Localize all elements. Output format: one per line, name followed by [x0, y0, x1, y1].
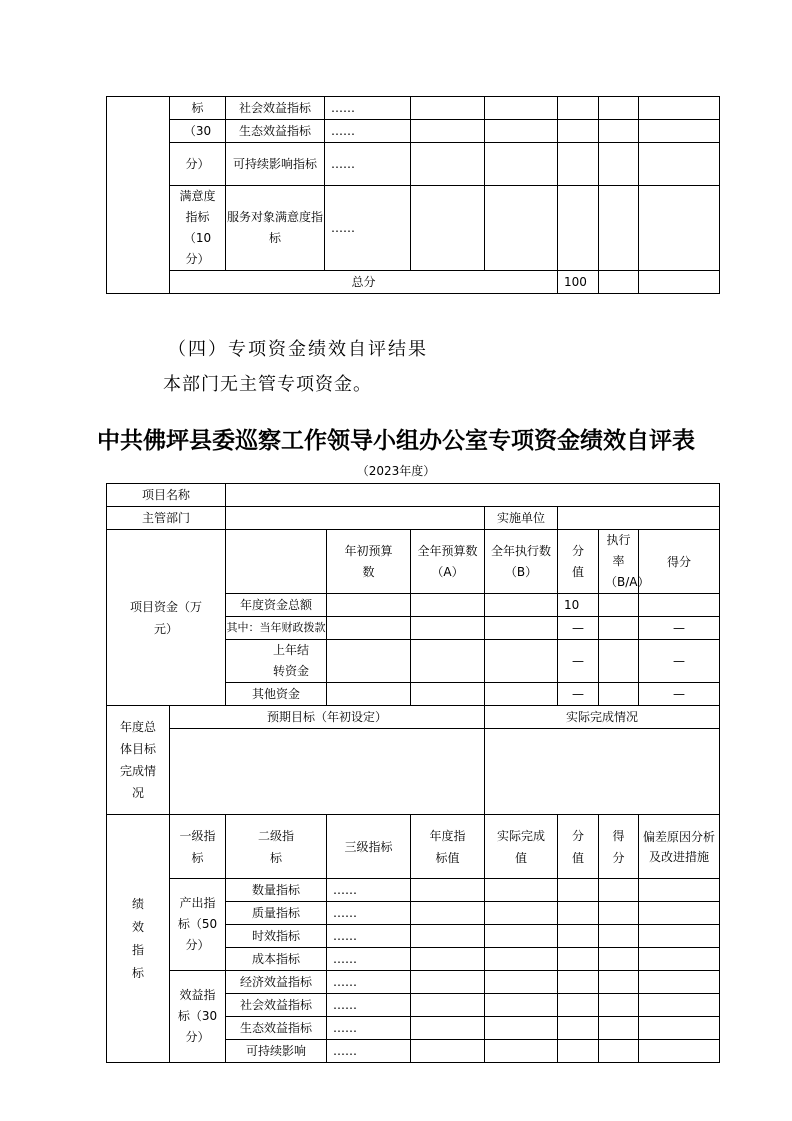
level3-indicator: ……: [327, 1040, 411, 1063]
funds-row-label: 上年结转资金: [226, 640, 327, 683]
level2-indicator: 数量指标: [226, 879, 327, 902]
funds-header-blank: [226, 530, 327, 594]
level2-indicator: 可持续影响指标: [226, 143, 325, 186]
level2-indicator: 服务对象满意度指标: [226, 186, 325, 271]
funds-row-label: 其他资金: [226, 683, 327, 706]
evaluation-form-table: [106, 483, 720, 1063]
form-title: 中共佛坪县委巡察工作领导小组办公室专项资金绩效自评表: [97, 428, 695, 454]
actual-result-content: [485, 729, 720, 815]
level2-indicator: 生态效益指标: [226, 1017, 327, 1040]
level2-indicator: 社会效益指标: [226, 994, 327, 1017]
level2-indicator: 质量指标: [226, 902, 327, 925]
expected-goal-header: 预期目标（年初设定）: [170, 706, 485, 729]
perf-header: 得分: [599, 815, 639, 879]
project-name-label: 项目名称: [107, 484, 226, 507]
level2-indicator: 经济效益指标: [226, 971, 327, 994]
output-indicator: 产出指标（50分）: [170, 879, 226, 971]
level3-indicator: ……: [327, 925, 411, 948]
level3-indicator: ……: [325, 120, 411, 143]
section-note: 本部门无主管专项资金。: [163, 374, 372, 395]
level3-indicator: ……: [325, 97, 411, 120]
score: —: [639, 640, 720, 683]
exec-rate: [599, 640, 639, 683]
col-header: 年初预算数: [327, 530, 411, 594]
level3-indicator: ……: [327, 902, 411, 925]
continued-indicator-table: [106, 96, 720, 294]
funds-row-label: 年度资金总额: [226, 594, 327, 617]
score: —: [639, 683, 720, 706]
level3-indicator: ……: [325, 186, 411, 271]
level3-indicator: ……: [327, 948, 411, 971]
project-name-value: [226, 484, 720, 507]
level3-indicator: ……: [327, 994, 411, 1017]
total-value: 100: [558, 271, 599, 294]
dept-label: 主管部门: [107, 507, 226, 530]
score: [639, 594, 720, 617]
score-value: —: [558, 617, 599, 640]
score: —: [639, 617, 720, 640]
perf-header: 分值: [558, 815, 599, 879]
impl-unit-label: 实施单位: [485, 507, 558, 530]
score-value: —: [558, 683, 599, 706]
level3-indicator: ……: [327, 1017, 411, 1040]
perf-label: 绩效指标: [107, 815, 170, 1063]
score-value: —: [558, 640, 599, 683]
level2-indicator: 社会效益指标: [226, 97, 325, 120]
actual-result-header: 实际完成情况: [485, 706, 720, 729]
funds-label: 项目资金（万元）: [107, 530, 226, 706]
level2-indicator: 生态效益指标: [226, 120, 325, 143]
expected-goal-content: [170, 729, 485, 815]
col-header: 全年预算数（A）: [411, 530, 485, 594]
total-label: 总分: [170, 271, 558, 294]
impl-unit-value: [558, 507, 720, 530]
col-header: 分值: [558, 530, 599, 594]
blank-cell: [107, 97, 170, 294]
exec-rate: [599, 617, 639, 640]
level3-indicator: ……: [327, 879, 411, 902]
col-header: 得分: [639, 530, 720, 594]
satisfaction-indicator: 满意度指标（10分）: [170, 186, 226, 271]
perf-header: 年度指标值: [411, 815, 485, 879]
level1-indicator: 分）: [170, 143, 226, 186]
level2-indicator: 可持续影响: [226, 1040, 327, 1063]
score-value: 10: [558, 594, 599, 617]
benefit-indicator: 效益指标（30分）: [170, 971, 226, 1063]
level2-indicator: 成本指标: [226, 948, 327, 971]
col-header: 执行率（B/A）: [599, 530, 639, 594]
section-heading: （四）专项资金绩效自评结果: [168, 339, 428, 360]
level3-indicator: ……: [327, 971, 411, 994]
exec-rate: [599, 683, 639, 706]
goals-label: 年度总体目标完成情况: [107, 706, 170, 815]
perf-header: 二级指标: [226, 815, 327, 879]
dept-value: [226, 507, 485, 530]
exec-rate: [599, 594, 639, 617]
perf-header: 实际完成值: [485, 815, 558, 879]
level1-indicator: （30: [170, 120, 226, 143]
perf-header: 偏差原因分析及改进措施: [639, 815, 720, 879]
level3-indicator: ……: [325, 143, 411, 186]
level1-indicator: 标: [170, 97, 226, 120]
col-header: 全年执行数（B）: [485, 530, 558, 594]
level2-indicator: 时效指标: [226, 925, 327, 948]
perf-header: 三级指标: [327, 815, 411, 879]
form-year: （2023年度）: [356, 464, 436, 478]
perf-header: 一级指标: [170, 815, 226, 879]
funds-row-label: 其中：当年财政拨款: [226, 617, 327, 640]
